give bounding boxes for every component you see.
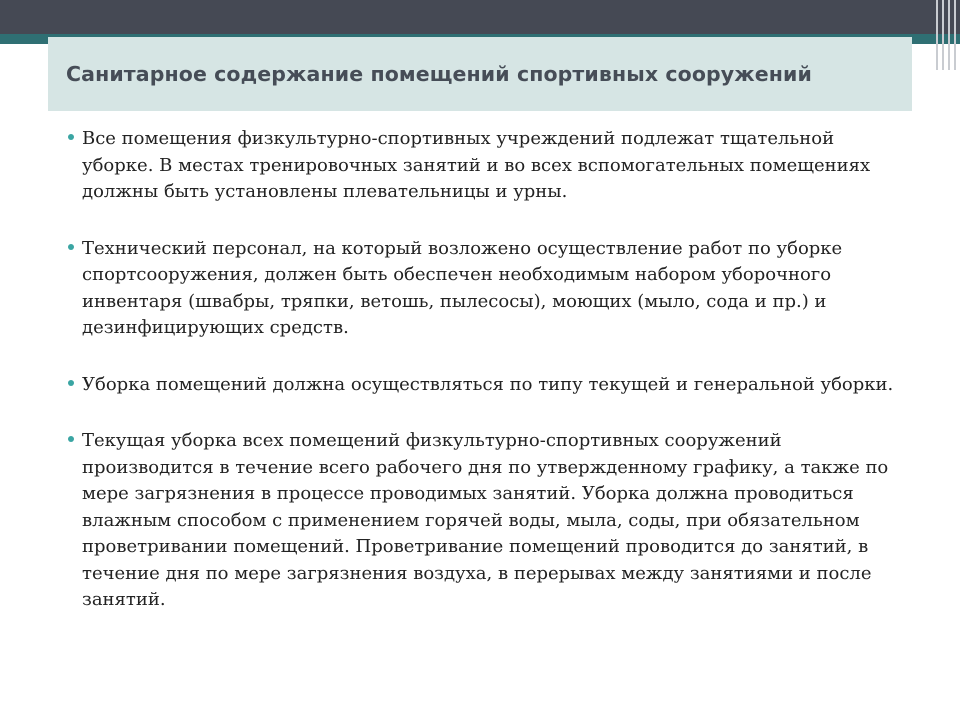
bullet-text: Технический персонал, на который возложено осуществление работ по уборке спортсооружения, должен быть обеспечен необходимым набором уборочного инвентаря (швабры, тряпки, ветошь, пылесосы), моющих (мыло, сода и пр.) и дезинфицирующих средств. [82, 237, 843, 338]
bullet-item [62, 428, 902, 614]
corner-stripes-decoration [932, 0, 960, 70]
bullet-text: Все помещения физкультурно-спортивных учреждений подлежат тщательной уборке. В местах тренировочных занятий и во всех вспомогательных помещениях должны быть установлены плевательницы и урны. [82, 128, 871, 202]
bullet-dot-icon [68, 380, 74, 386]
bullet-dot-icon [68, 436, 74, 442]
slide-title: Санитарное содержание помещений спортивных сооружений [66, 62, 812, 86]
bullet-dot-icon [68, 134, 74, 140]
title-box [48, 37, 912, 111]
bullet-item [62, 126, 902, 206]
bullet-list [62, 126, 902, 644]
bullet-dot-icon [68, 244, 74, 250]
bullet-item [62, 236, 902, 342]
bullet-item [62, 372, 902, 399]
bullet-text: Уборка помещений должна осуществляться по типу текущей и генеральной уборки. [82, 373, 894, 395]
header-bar [0, 0, 960, 34]
bullet-text: Текущая уборка всех помещений физкультурно-спортивных сооружений производится в течение всего рабочего дня по утвержденному графику, а также по мере загрязнения в процессе проводимых занятий. Уборка должна проводиться влажным способом с применением горячей воды, мыла, соды, при обязательном проветривании помещений. Проветривание помещений проводится до занятий, в течение дня по мере загрязнения воздуха, в перерывах между занятиями и после занятий. [82, 430, 889, 610]
